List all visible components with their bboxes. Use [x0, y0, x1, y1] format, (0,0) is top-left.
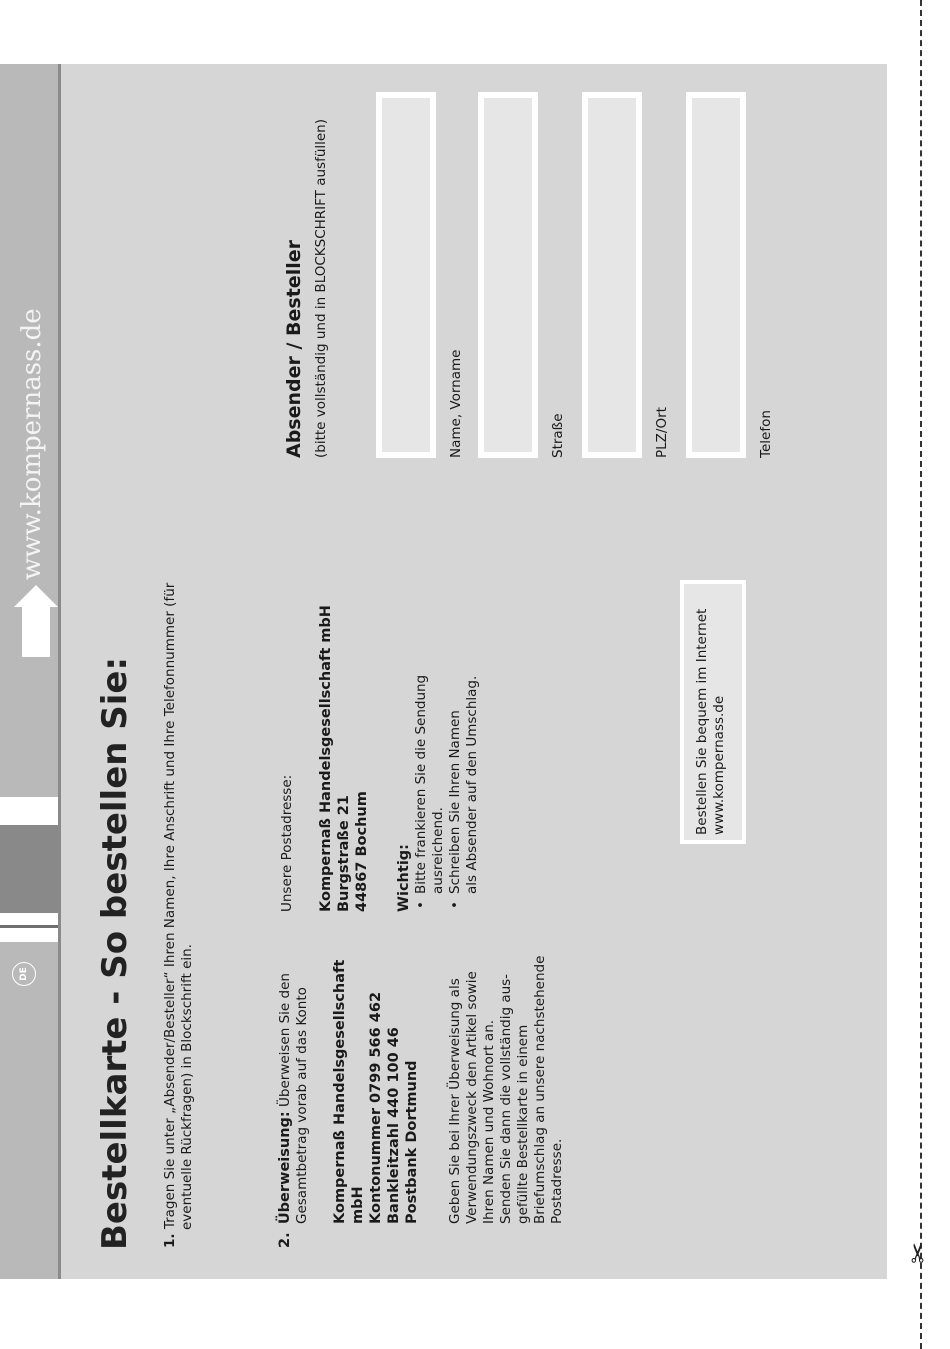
street-label: Straße	[550, 413, 566, 458]
info-line: gefüllte Bestellkarte in einem	[515, 1024, 531, 1224]
arrow-up-icon	[14, 585, 58, 657]
internet-line: www.kompernass.de	[711, 695, 727, 835]
transfer-info	[447, 918, 566, 1248]
street-field[interactable]	[478, 92, 538, 458]
page-title: Bestellkarte - So bestellen Sie:	[95, 656, 135, 1250]
postal-address	[317, 582, 371, 912]
internet-line: Bestellen Sie bequem im Internet	[694, 608, 710, 835]
scissors-icon: ✂	[904, 1242, 934, 1264]
strip-white-bar	[0, 797, 58, 825]
bullet-item	[413, 582, 447, 912]
sender-title: Absender / Besteller	[283, 240, 305, 458]
info-line: Verwendungszweck den Artikel sowie	[464, 971, 480, 1224]
postal-block	[279, 582, 481, 912]
step2-number: 2.	[277, 1232, 293, 1248]
bullet-line: Bitte frankieren Sie die Sendung	[413, 674, 429, 894]
bullet-line: als Absender auf den Umschlag.	[464, 675, 480, 894]
internet-order-text	[694, 585, 728, 835]
step1-line1: Tragen Sie unter „Absender/Besteller“ Ihren Namen, Ihre Anschrift und Ihre Telefonnummer (für	[162, 582, 178, 1230]
info-line: Senden Sie dann die vollständig aus-	[498, 973, 514, 1224]
bank-details	[331, 918, 421, 1248]
postal-label: Unsere Postadresse:	[279, 774, 295, 912]
step1-line2: eventuelle Rückfragen) in Blockschrift ein.	[179, 944, 195, 1230]
city-field[interactable]	[582, 92, 642, 458]
step2-heading: Überweisung:	[277, 1111, 293, 1225]
address-line: Burgstraße 21	[336, 795, 352, 912]
bullet-icon: •	[413, 901, 429, 909]
name-label: Name, Vorname	[448, 349, 464, 458]
strip-white-bar	[0, 913, 58, 925]
important-section	[395, 582, 481, 912]
language-badge: DE	[12, 962, 36, 986]
city-label: PLZ/Ort	[654, 407, 670, 458]
bullet-line: Schreiben Sie Ihren Namen	[447, 710, 463, 894]
address-line: Kompernaß Handelsgesellschaft mbH	[318, 605, 334, 912]
step2-line1: Überweisen Sie den	[277, 973, 293, 1107]
site-url: www.kompernass.de	[17, 308, 47, 580]
bullet-icon: •	[447, 901, 463, 909]
bullet-line: ausreichend.	[430, 807, 446, 894]
info-line: Briefumschlag an unsere nachstehende	[532, 955, 548, 1224]
bank-line: Kontonummer 0799 566 462	[368, 991, 384, 1224]
step1-text	[162, 248, 196, 1248]
strip-grey-block	[0, 825, 58, 913]
bank-line: Bankleitzahl 440 100 46	[386, 1027, 402, 1224]
header-strip	[0, 64, 60, 1279]
info-line: Geben Sie bei Ihrer Überweisung als	[447, 978, 463, 1224]
info-line: Ihren Namen und Wohnort an.	[481, 1019, 497, 1224]
address-line: 44867 Bochum	[354, 791, 370, 912]
phone-field[interactable]	[686, 92, 746, 458]
bank-line: Postbank Dortmund	[404, 1060, 420, 1224]
bank-line: Kompernaß Handelsgesellschaft mbH	[332, 959, 366, 1224]
phone-label: Telefon	[758, 410, 774, 458]
strip-white-bar	[0, 928, 58, 942]
cut-line	[920, 0, 922, 1349]
info-line: Postadresse.	[549, 1138, 565, 1224]
step1-number: 1.	[162, 1233, 178, 1248]
step2-line2: Gesamtbetrag vorab auf das Konto	[294, 987, 310, 1224]
sender-hint: (bitte vollständig und in BLOCKSCHRIFT ausfüllen)	[313, 118, 329, 458]
name-field[interactable]	[376, 92, 436, 458]
step2-block	[277, 918, 566, 1248]
bullet-item	[447, 582, 481, 912]
important-heading: Wichtig:	[396, 844, 412, 912]
